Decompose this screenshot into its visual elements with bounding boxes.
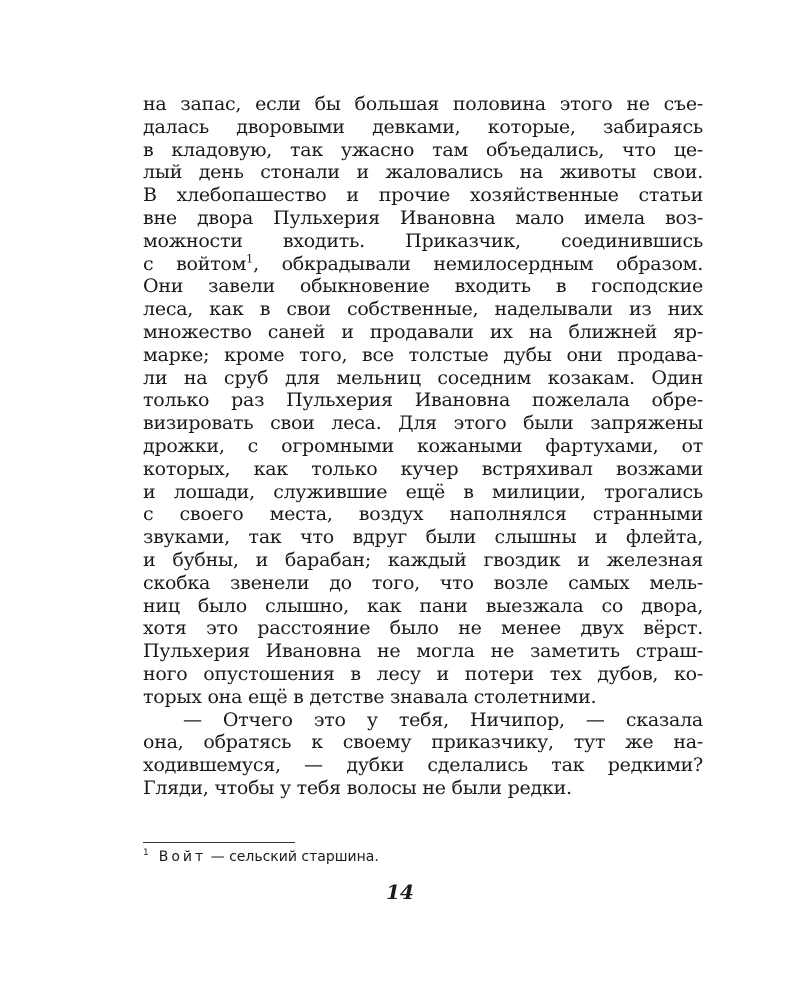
footnote-divider (143, 842, 295, 843)
text-line: и лошади, служившие ещё в милиции, трогались (143, 480, 703, 503)
text-line-with-footnote-ref (143, 253, 703, 276)
text-line: торых она ещё в детстве знавала столетними. (143, 685, 597, 708)
text-line: в кладовую, так ужасно там объедались, что це- (143, 138, 703, 161)
text-line: марке; кроме того, все толстые дубы они продава- (143, 343, 703, 366)
footnote-term: Войт (158, 849, 207, 865)
text-line: далась дворовыми девками, которые, забираясь (143, 115, 703, 138)
text-line: множество саней и продавали их на ближней яр- (143, 320, 703, 343)
text-line: с своего места, воздух наполнялся странными (143, 503, 703, 526)
text-line: леса, как в свои собственные, наделывали из них (143, 298, 703, 321)
footnote-mark: 1 (143, 848, 149, 859)
text-line: только раз Пульхерия Ивановна пожелала обре- (143, 389, 703, 412)
text-line: ного опустошения в лесу и потери тех дубов, ко- (143, 662, 703, 685)
text-line: ли на сруб для мельниц соседним козакам. Один (143, 366, 703, 389)
page-number: 14 (386, 880, 414, 904)
text-line: ниц было слышно, как пани выезжала со двора, (143, 594, 703, 617)
text-line: которых, как только кучер встряхивал возжами (143, 457, 703, 480)
text-line: Пульхерия Ивановна не могла не заметить страш- (143, 640, 703, 663)
text-line: дрожки, с огромными кожаными фартухами, от (143, 434, 703, 457)
text-line: Гляди, чтобы у тебя волосы не были редки. (143, 776, 572, 799)
text-line: звуками, так что вдруг были слышны и флейта, (143, 526, 703, 549)
text-line: хотя это расстояние было не менее двух вёрст. (143, 617, 703, 640)
footnote (143, 848, 703, 866)
text-line: можности входить. Приказчик, соединившись (143, 229, 703, 252)
text-line: она, обратясь к своему приказчику, тут же на- (143, 731, 703, 754)
text-line: В хлебопашество и прочие хозяйственные статьи (143, 184, 703, 207)
text-segment: с войтом (143, 252, 247, 275)
text-line: лый день стонали и жаловались на животы свои. (143, 161, 703, 184)
text-line: и бубны, и барабан; каждый гвоздик и железная (143, 548, 703, 571)
text-line: на запас, если бы большая половина этого не съе- (143, 93, 703, 115)
footnote-ref: 1 (246, 252, 254, 266)
text-line: ходившемуся, — дубки сделались так редкими? (143, 754, 703, 777)
text-line: визировать свои леса. Для этого были запряжены (143, 412, 703, 435)
dialogue-line: — Отчего это у тебя, Ничипор, — сказала (183, 708, 703, 731)
text-line: вне двора Пульхерия Ивановна мало имела воз- (143, 206, 703, 229)
text-line: Они завели обыкновение входить в господские (143, 275, 703, 298)
body-text (143, 93, 703, 800)
text-segment: , обкрадывали немилосердным образом. (253, 252, 703, 275)
footnote-text: — сельский старшина. (206, 849, 379, 865)
text-line: скобка звенели до того, что возле самых мель- (143, 571, 703, 594)
